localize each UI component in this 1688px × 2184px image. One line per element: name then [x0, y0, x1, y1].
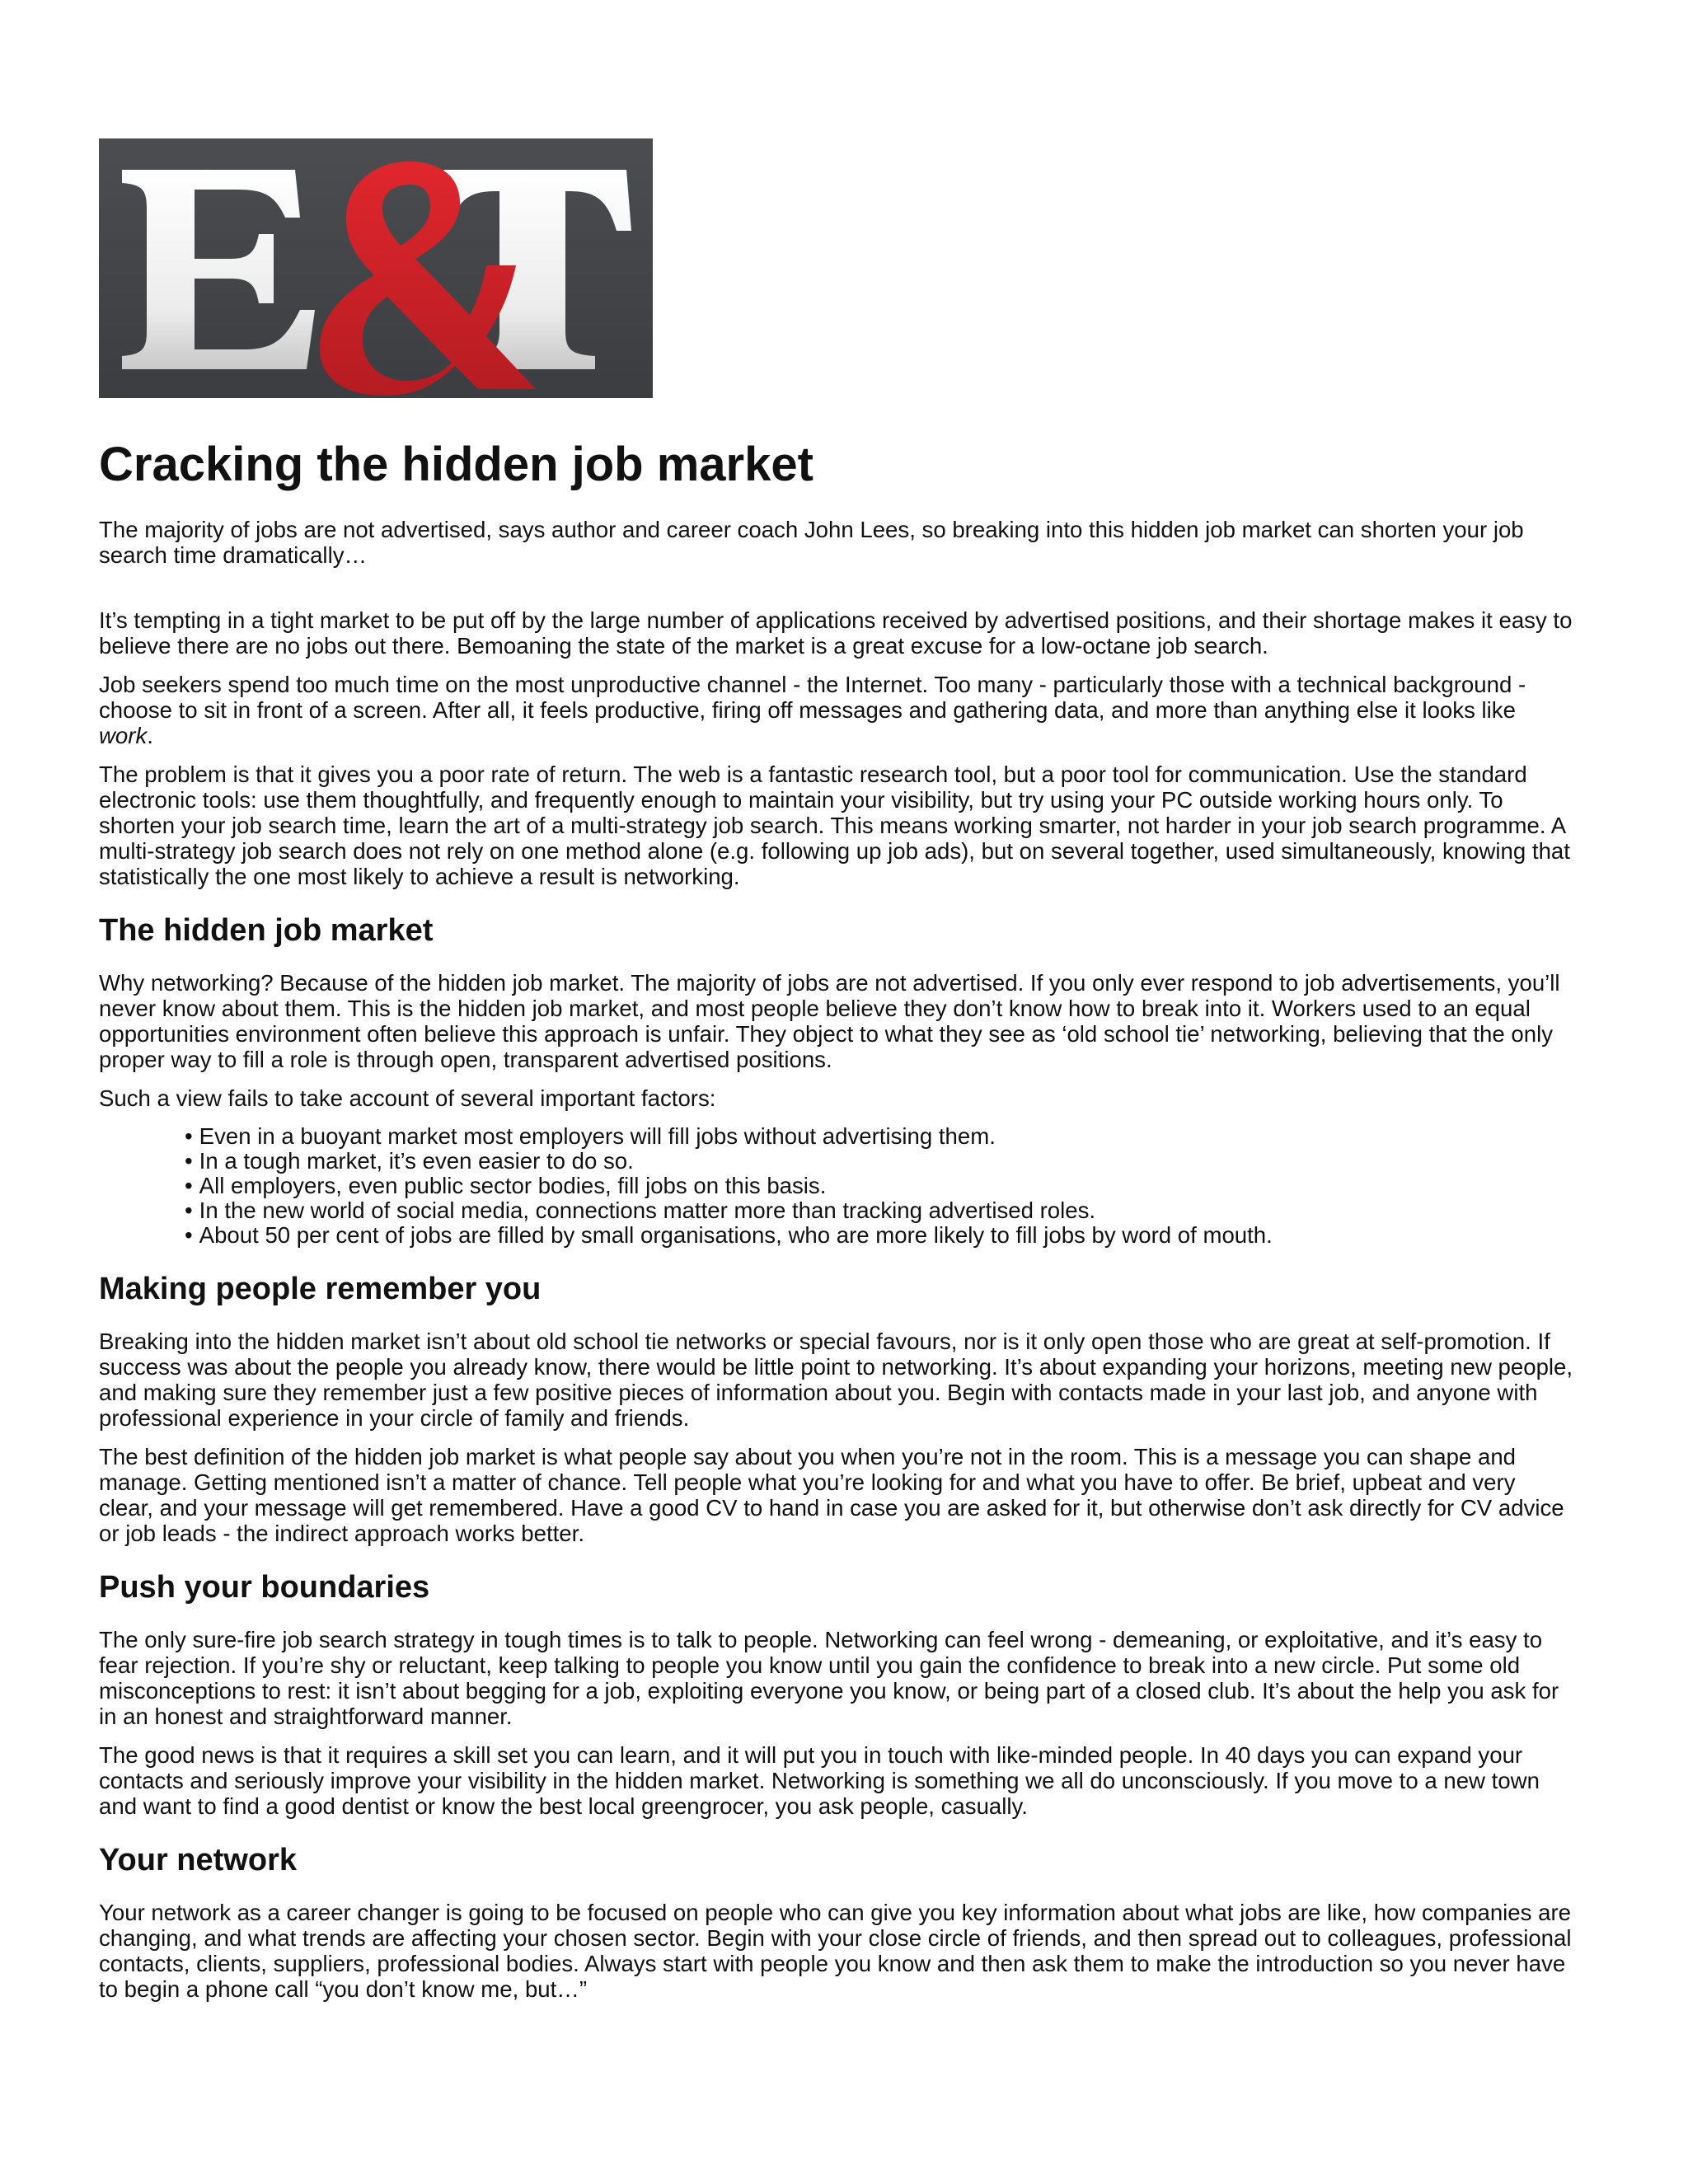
list-item-text: About 50 per cent of jobs are filled by small organisations, who are more likely to fill jobs by word of mouth. — [199, 1222, 1273, 1248]
factors-list — [99, 1124, 1574, 1248]
bullet-icon: • — [185, 1222, 193, 1248]
bullet-icon: • — [185, 1197, 193, 1223]
paragraph: The only sure-fire job search strategy in tough times is to talk to people. Networking can feel wrong - demeaning, or exploitative, and it’s easy to fear rejection. If you’re shy or reluctant, keep talking to people you know until you gain the confidence to break into a new circle. Put some old misconceptions to rest: it isn’t about begging for a job, exploiting everyone you know, or being part of a closed club. It’s about the help you ask for in an honest and straightforward manner. — [99, 1627, 1559, 1729]
paragraph: Such a view fails to take account of several important factors: — [99, 1085, 716, 1111]
et-logo-mark — [99, 138, 653, 398]
article-page — [99, 138, 1574, 2015]
list-item — [185, 1223, 1574, 1248]
paragraph: It’s tempting in a tight market to be put off by the large number of applications received by advertised positions, and their shortage makes it easy to believe there are no jobs out there. Bemoaning the state of the market is a great excuse for a low-octane job search. — [99, 607, 1573, 658]
paragraph: The problem is that it gives you a poor rate of return. The web is a fantastic research tool, but a poor tool for communication. Use the standard electronic tools: use them thoughtfully, and frequently enough to maintain your visibility, but try using your PC outside working hours only. To shorten your job search time, learn the art of a multi-strategy job search. This means working smarter, not harder in your job search programme. A multi-strategy job search does not rely on one method alone (e.g. following up job ads), but on several together, used simultaneously, knowing that statistically the one most likely to achieve a result is networking. — [99, 762, 1570, 889]
paragraph: The good news is that it requires a skill set you can learn, and it will put you in touch with like-minded people. In 40 days you can expand your contacts and seriously improve your visibility in the hidden market. Networking is something we all do unconsciously. If you move to a new town and want to find a good dentist or know the best local greengrocer, you ask people, casually. — [99, 1742, 1540, 1819]
article-intro: The majority of jobs are not advertised, says author and career coach John Lees, so breaking into this hidden job market can shorten your job search time dramatically… — [99, 517, 1524, 568]
article-title: Cracking the hidden job market — [99, 438, 814, 491]
list-item — [185, 1124, 1574, 1149]
list-item-text: In a tough market, it’s even easier to do so. — [199, 1148, 634, 1174]
et-logo — [99, 138, 653, 398]
paragraph: Breaking into the hidden market isn’t about old school tie networks or special favours, nor is it only open those who are great at self-promotion. If success was about the people you already know, there would be little point to networking. It’s about expanding your horizons, meeting new people, and making sure they remember just a few positive pieces of information about you. Begin with contacts made in your last job, and anyone with professional experience in your circle of family and friends. — [99, 1329, 1573, 1431]
list-item — [185, 1174, 1574, 1198]
paragraph — [99, 672, 1574, 748]
bullet-icon: • — [185, 1123, 193, 1149]
list-item — [185, 1149, 1574, 1174]
paragraph: Your network as a career changer is going to be focused on people who can give you key information about what jobs are like, how companies are changing, and what trends are affecting your chosen sector. Begin with your close circle of friends, and then spread out to colleagues, professional contacts, clients, suppliers, professional bodies. Always start with people you know and then ask them to make the introduction so you never have to begin a phone call “you don’t know me, but…” — [99, 1900, 1572, 2002]
paragraph: The best definition of the hidden job market is what people say about you when you’re not in the room. This is a message you can shape and manage. Getting mentioned isn’t a matter of chance. Tell people what you’re looking for and what you have to offer. Be brief, upbeat and very clear, and your message will get remembered. Have a good CV to hand in case you are asked for it, but otherwise don’t ask directly for CV advice or job leads - the indirect approach works better. — [99, 1444, 1564, 1546]
bullet-icon: • — [185, 1148, 193, 1174]
paragraph-text: Job seekers spend too much time on the most unproductive channel - the Internet. Too many - particularly those with a technical background - choose to sit in front of a screen. After all, it feels productive, firing off messages and gathering data, and more than anything else it looks like — [99, 672, 1526, 723]
emphasis-text: work — [99, 723, 148, 748]
list-item-text: All employers, even public sector bodies, fill jobs on this basis. — [199, 1173, 827, 1198]
list-item — [185, 1198, 1574, 1223]
section-heading: Making people remember you — [99, 1272, 542, 1306]
section-heading: Your network — [99, 1843, 297, 1877]
paragraph-text: . — [147, 723, 153, 748]
section-heading: Push your boundaries — [99, 1570, 430, 1605]
bullet-icon: • — [185, 1173, 193, 1198]
paragraph: Why networking? Because of the hidden job market. The majority of jobs are not advertised. If you only ever respond to job advertisements, you’ll never know about them. This is the hidden job market, and most people believe they don’t know how to break into it. Workers used to an equal opportunities environment often believe this approach is unfair. They object to what they see as ‘old school tie’ networking, believing that the only proper way to fill a role is through open, transparent advertised positions. — [99, 970, 1560, 1072]
list-item-text: Even in a buoyant market most employers will fill jobs without advertising them. — [199, 1123, 996, 1149]
list-item-text: In the new world of social media, connections matter more than tracking advertised roles. — [199, 1197, 1096, 1223]
section-heading: The hidden job market — [99, 913, 434, 948]
